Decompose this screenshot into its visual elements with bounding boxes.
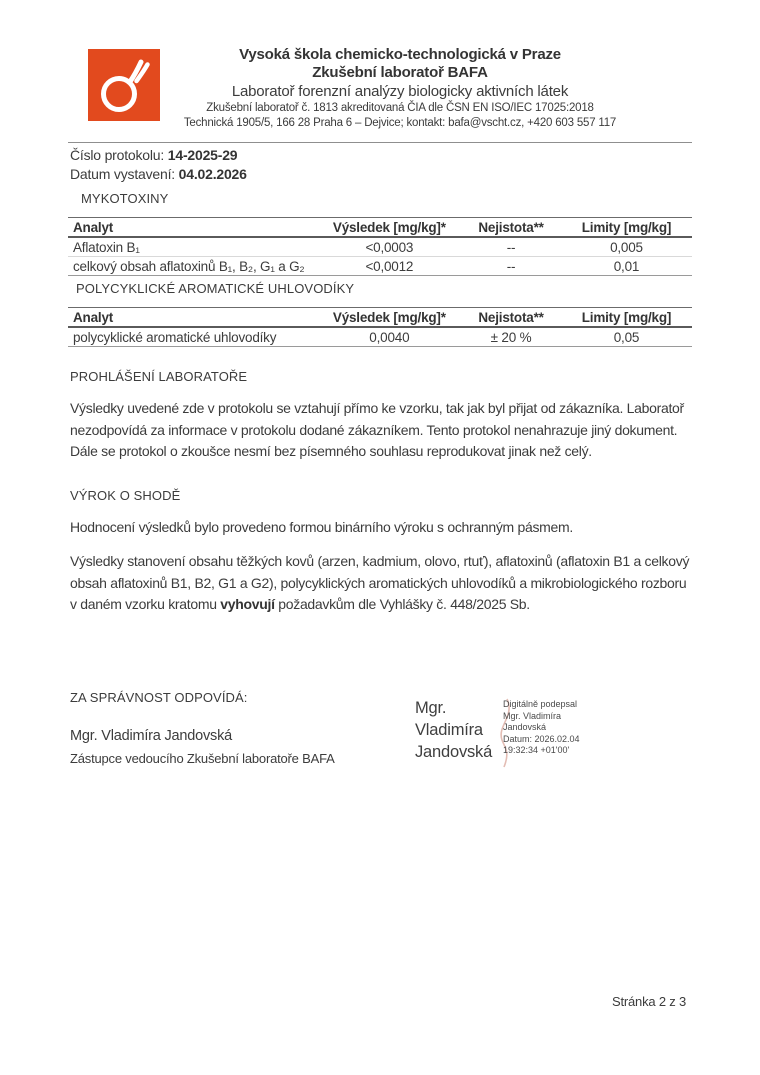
institution-name: Vysoká škola chemicko-technologická v Praze (239, 46, 561, 63)
protocol-meta (70, 146, 247, 183)
laboratory-subtitle: Laboratoř forenzní analýzy biologicky aktivních látek (231, 83, 569, 100)
verdict-method-paragraph: Hodnocení výsledků bylo provedeno formou binárního výroku s ochranným pásmem. (70, 519, 573, 535)
accreditation-line: Zkušební laboratoř č. 1813 akreditovaná ČIA dle ČSN EN ISO/IEC 17025:2018 (206, 102, 594, 114)
table-row (68, 327, 692, 347)
digital-signature-name (415, 697, 492, 763)
digital-detail-line: Jandovská (503, 722, 547, 732)
verdict-word-bold: vyhovují (220, 596, 275, 612)
header-divider (68, 142, 692, 143)
protocol-number-row (70, 146, 247, 165)
digital-signature-details (503, 699, 580, 757)
verdict-result-paragraph (70, 551, 694, 616)
digital-detail-line: Mgr. Vladimíra (503, 710, 562, 721)
laboratory-name: Zkušební laboratoř BAFA (312, 64, 488, 81)
table-row (68, 257, 692, 276)
column-header-limity: Limity [mg/kg] (561, 308, 692, 328)
section-title-pau: POLYCYKLICKÉ AROMATICKÉ UHLOVODÍKY (76, 281, 355, 296)
cell-nejistota: -- (461, 257, 561, 276)
pau-table (68, 307, 692, 347)
section-title-mykotoxiny: MYKOTOXINY (81, 191, 169, 206)
signer-role: Zástupce vedoucího Zkušební laboratoře BAFA (70, 751, 335, 766)
cell-limity: 0,005 (610, 239, 643, 255)
section-title-declaration: PROHLÁŠENÍ LABORATOŘE (70, 369, 248, 384)
cell-nejistota: -- (506, 239, 516, 255)
digital-signature-block (415, 696, 605, 771)
digital-name-line: Jandovská (415, 743, 493, 761)
column-header-limity: Limity [mg/kg] (561, 218, 692, 238)
column-header-nejistota: Nejistota** (461, 218, 561, 238)
letterhead (100, 46, 700, 130)
column-header-vysledek: Výsledek [mg/kg]* (318, 218, 462, 238)
cell-limity: 0,01 (561, 257, 692, 276)
cell-vysledek: 0,0040 (369, 329, 410, 345)
table-row (68, 237, 692, 257)
digital-detail-line: Digitálně podepsal (503, 699, 578, 709)
issue-date-row (70, 165, 247, 184)
column-header-analyt: Analyt (68, 218, 318, 238)
declaration-paragraph: Výsledky uvedené zde v protokolu se vztahují přímo ke vzorku, tak jak byl přijat od zákazníka. Laboratoř nezodpovídá za informace v protokolu dodané zákazníkem. Tento protokol nenahrazuje jiný dokument. Dále se protokol o zkoušce nesmí bez písemného souhlasu reprodukovat jinak než celý. (70, 400, 684, 459)
page-number: Stránka 2 z 3 (612, 994, 686, 1009)
digital-detail-line: Datum: 2026.02.04 (503, 733, 580, 744)
responsibility-label: ZA SPRÁVNOST ODPOVÍDÁ: (70, 690, 248, 705)
mykotoxiny-table (68, 217, 692, 276)
verdict-text-before: Výsledky stanovení obsahu těžkých kovů (arzen, kadmium, olovo, rtuť), aflatoxinů (aflatoxin B1 a celkový obsah aflatoxinů B1, B2, G1 a G2), polycyklických aromatických uhlovodíků a mikrobiologického rozboru v daném vzorku kratomu (70, 553, 690, 612)
table-header-row (68, 218, 692, 238)
protocol-number-label: Číslo protokolu: (70, 147, 168, 163)
cell-analyt: Aflatoxin B₁ (73, 239, 140, 255)
signer-name: Mgr. Vladimíra Jandovská (70, 728, 233, 744)
verdict-text-after: požadavkům dle Vyhlášky č. 448/2025 Sb. (274, 596, 530, 612)
cell-limity: 0,05 (613, 329, 640, 345)
protocol-number-value: 14-2025-29 (167, 147, 238, 163)
cell-vysledek: <0,0003 (365, 239, 414, 255)
issue-date-label: Datum vystavení: (70, 165, 179, 182)
section-title-verdict: VÝROK O SHODĚ (70, 488, 181, 503)
digital-name-line: Mgr. (415, 699, 447, 717)
column-header-analyt: Analyt (68, 308, 318, 328)
contact-line: Technická 1905/5, 166 28 Praha 6 – Dejvice; kontakt: bafa@vscht.cz, +420 603 557 117 (183, 116, 617, 129)
digital-detail-line: 19:32:34 +01'00' (503, 745, 570, 755)
issue-date-value: 04.02.2026 (178, 165, 247, 182)
digital-name-line: Vladimíra (415, 721, 483, 739)
cell-vysledek: <0,0012 (318, 257, 462, 276)
column-header-vysledek: Výsledek [mg/kg]* (318, 308, 462, 328)
cell-analyt: polycyklické aromatické uhlovodíky (73, 329, 277, 345)
cell-analyt: celkový obsah aflatoxinů B₁, B₂, G₁ a G₂ (68, 257, 318, 276)
cell-nejistota: ± 20 % (490, 329, 532, 345)
column-header-nejistota: Nejistota** (461, 308, 561, 328)
table-header-row (68, 308, 692, 328)
